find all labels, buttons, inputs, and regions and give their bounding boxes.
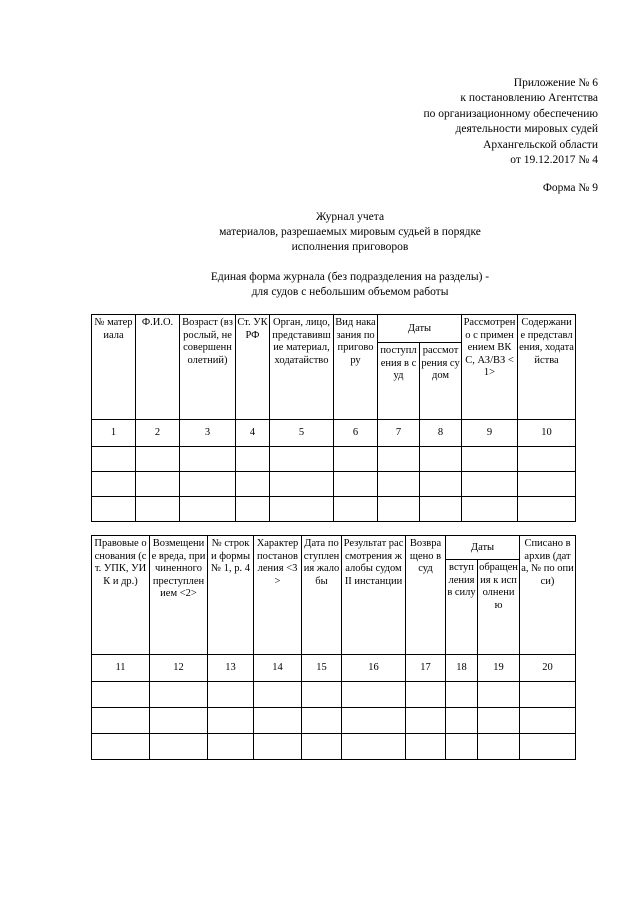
empty-cell [478, 708, 520, 734]
header-line: к постановлению Агентства [460, 92, 598, 105]
journal-title [0, 210, 640, 255]
empty-cell [406, 734, 446, 760]
col-header-receipt-date: поступления в суд [378, 343, 420, 420]
column-number: 6 [334, 420, 378, 447]
column-number: 9 [462, 420, 518, 447]
col-header-petition-content: Содержание представления, ходатайства [518, 315, 576, 420]
column-number: 4 [236, 420, 270, 447]
col-header-full-name: Ф.И.О. [136, 315, 180, 420]
empty-cell [136, 497, 180, 522]
col-header-review-date: рассмотрения судом [420, 343, 462, 420]
table-row [92, 708, 576, 734]
empty-cell [478, 734, 520, 760]
empty-cell [520, 682, 576, 708]
empty-cell [208, 734, 254, 760]
empty-cell [180, 447, 236, 472]
empty-cell [136, 472, 180, 497]
document-header [423, 76, 598, 168]
empty-cell [420, 472, 462, 497]
empty-cell [302, 734, 342, 760]
empty-cell [270, 447, 334, 472]
column-number: 15 [302, 655, 342, 682]
column-number: 13 [208, 655, 254, 682]
empty-cell [92, 447, 136, 472]
header-line: Архангельской области [483, 138, 598, 151]
col-header-punishment-type: Вид наказания по приговору [334, 315, 378, 420]
column-number: 20 [520, 655, 576, 682]
column-number: 1 [92, 420, 136, 447]
empty-cell [420, 447, 462, 472]
column-number: 10 [518, 420, 576, 447]
table-row [92, 447, 576, 472]
header-line: от 19.12.2017 № 4 [510, 154, 598, 167]
empty-cell [342, 682, 406, 708]
empty-cell [302, 708, 342, 734]
table-row [92, 472, 576, 497]
empty-cell [302, 682, 342, 708]
col-header-submitting-body: Орган, лицо, представившие материал, ходатайство [270, 315, 334, 420]
empty-cell [406, 708, 446, 734]
column-number: 3 [180, 420, 236, 447]
empty-cell [518, 497, 576, 522]
empty-cell [92, 734, 150, 760]
header-line: деятельности мировых судей [455, 123, 598, 136]
empty-cell [92, 708, 150, 734]
empty-cell [180, 497, 236, 522]
col-header-appeal-date: Дата поступления жалобы [302, 536, 342, 655]
empty-cell [208, 682, 254, 708]
empty-cell [518, 472, 576, 497]
form-number: Форма № 9 [542, 182, 598, 194]
col-header-age: Возраст (взрослый, несовершеннолетний) [180, 315, 236, 420]
empty-cell [270, 497, 334, 522]
empty-cell [518, 447, 576, 472]
empty-cell [254, 682, 302, 708]
col-header-execution-date: обращения к исполнению [478, 560, 520, 655]
empty-cell [420, 497, 462, 522]
col-header-dates-group: Даты [378, 315, 462, 343]
column-number: 5 [270, 420, 334, 447]
empty-cell [378, 472, 420, 497]
empty-cell [462, 472, 518, 497]
col-header-damage-compensation: Возмещение вреда, причиненного преступлением <2> [150, 536, 208, 655]
subtitle-line: для судов с небольшим объемом работы [251, 286, 449, 298]
column-number: 14 [254, 655, 302, 682]
empty-cell [180, 472, 236, 497]
empty-cell [92, 497, 136, 522]
title-line: материалов, разрешаемых мировым судьей в порядке [219, 226, 481, 238]
column-numbers-row [92, 655, 576, 682]
empty-cell [254, 708, 302, 734]
empty-cell [208, 708, 254, 734]
col-header-legal-basis: Правовые основания (ст. УПК, УИК и др.) [92, 536, 150, 655]
empty-cell [236, 472, 270, 497]
col-header-dates-group: Даты [446, 536, 520, 560]
empty-cell [92, 682, 150, 708]
header-line: по организационному обеспечению [423, 107, 598, 120]
col-header-archived: Списано в архив (дата, № по описи) [520, 536, 576, 655]
empty-cell [150, 734, 208, 760]
empty-cell [462, 497, 518, 522]
empty-cell [334, 497, 378, 522]
col-header-ruling-nature: Характер постановления <3> [254, 536, 302, 655]
empty-cell [342, 708, 406, 734]
journal-table-part-1 [91, 314, 576, 522]
empty-cell [150, 682, 208, 708]
table-row [92, 497, 576, 522]
col-header-criminal-code-article: Ст. УК РФ [236, 315, 270, 420]
subtitle-line: Единая форма журнала (без подразделения на разделы) - [210, 271, 490, 283]
col-header-returned-to-court: Возвращено в суд [406, 536, 446, 655]
empty-cell [270, 472, 334, 497]
title-line: исполнения приговоров [291, 241, 409, 253]
col-header-material-number: № материала [92, 315, 136, 420]
column-number: 11 [92, 655, 150, 682]
journal-subtitle [0, 270, 640, 300]
empty-cell [446, 734, 478, 760]
empty-cell [236, 447, 270, 472]
empty-cell [92, 472, 136, 497]
empty-cell [520, 708, 576, 734]
col-header-effective-date: вступления в силу [446, 560, 478, 655]
title-line: Журнал учета [315, 211, 385, 223]
column-number: 2 [136, 420, 180, 447]
empty-cell [150, 708, 208, 734]
empty-cell [446, 708, 478, 734]
empty-cell [236, 497, 270, 522]
empty-cell [254, 734, 302, 760]
column-number: 7 [378, 420, 420, 447]
empty-cell [520, 734, 576, 760]
column-number: 17 [406, 655, 446, 682]
empty-cell [342, 734, 406, 760]
col-header-form-row-number: № строки формы № 1, р. 4 [208, 536, 254, 655]
empty-cell [334, 472, 378, 497]
empty-cell [406, 682, 446, 708]
column-number: 8 [420, 420, 462, 447]
column-number: 16 [342, 655, 406, 682]
empty-cell [478, 682, 520, 708]
col-header-appeal-result: Результат рассмотрения жалобы судом II инстанции [342, 536, 406, 655]
empty-cell [462, 447, 518, 472]
column-numbers-row [92, 420, 576, 447]
col-header-vks: Рассмотрено с применением ВКС, АЗ/ВЗ <1> [462, 315, 518, 420]
empty-cell [334, 447, 378, 472]
column-number: 12 [150, 655, 208, 682]
empty-cell [378, 447, 420, 472]
header-line: Приложение № 6 [513, 77, 598, 89]
table-row [92, 682, 576, 708]
column-number: 19 [478, 655, 520, 682]
column-number: 18 [446, 655, 478, 682]
empty-cell [446, 682, 478, 708]
table-row [92, 734, 576, 760]
empty-cell [136, 447, 180, 472]
empty-cell [378, 497, 420, 522]
journal-table-part-2 [91, 535, 576, 760]
